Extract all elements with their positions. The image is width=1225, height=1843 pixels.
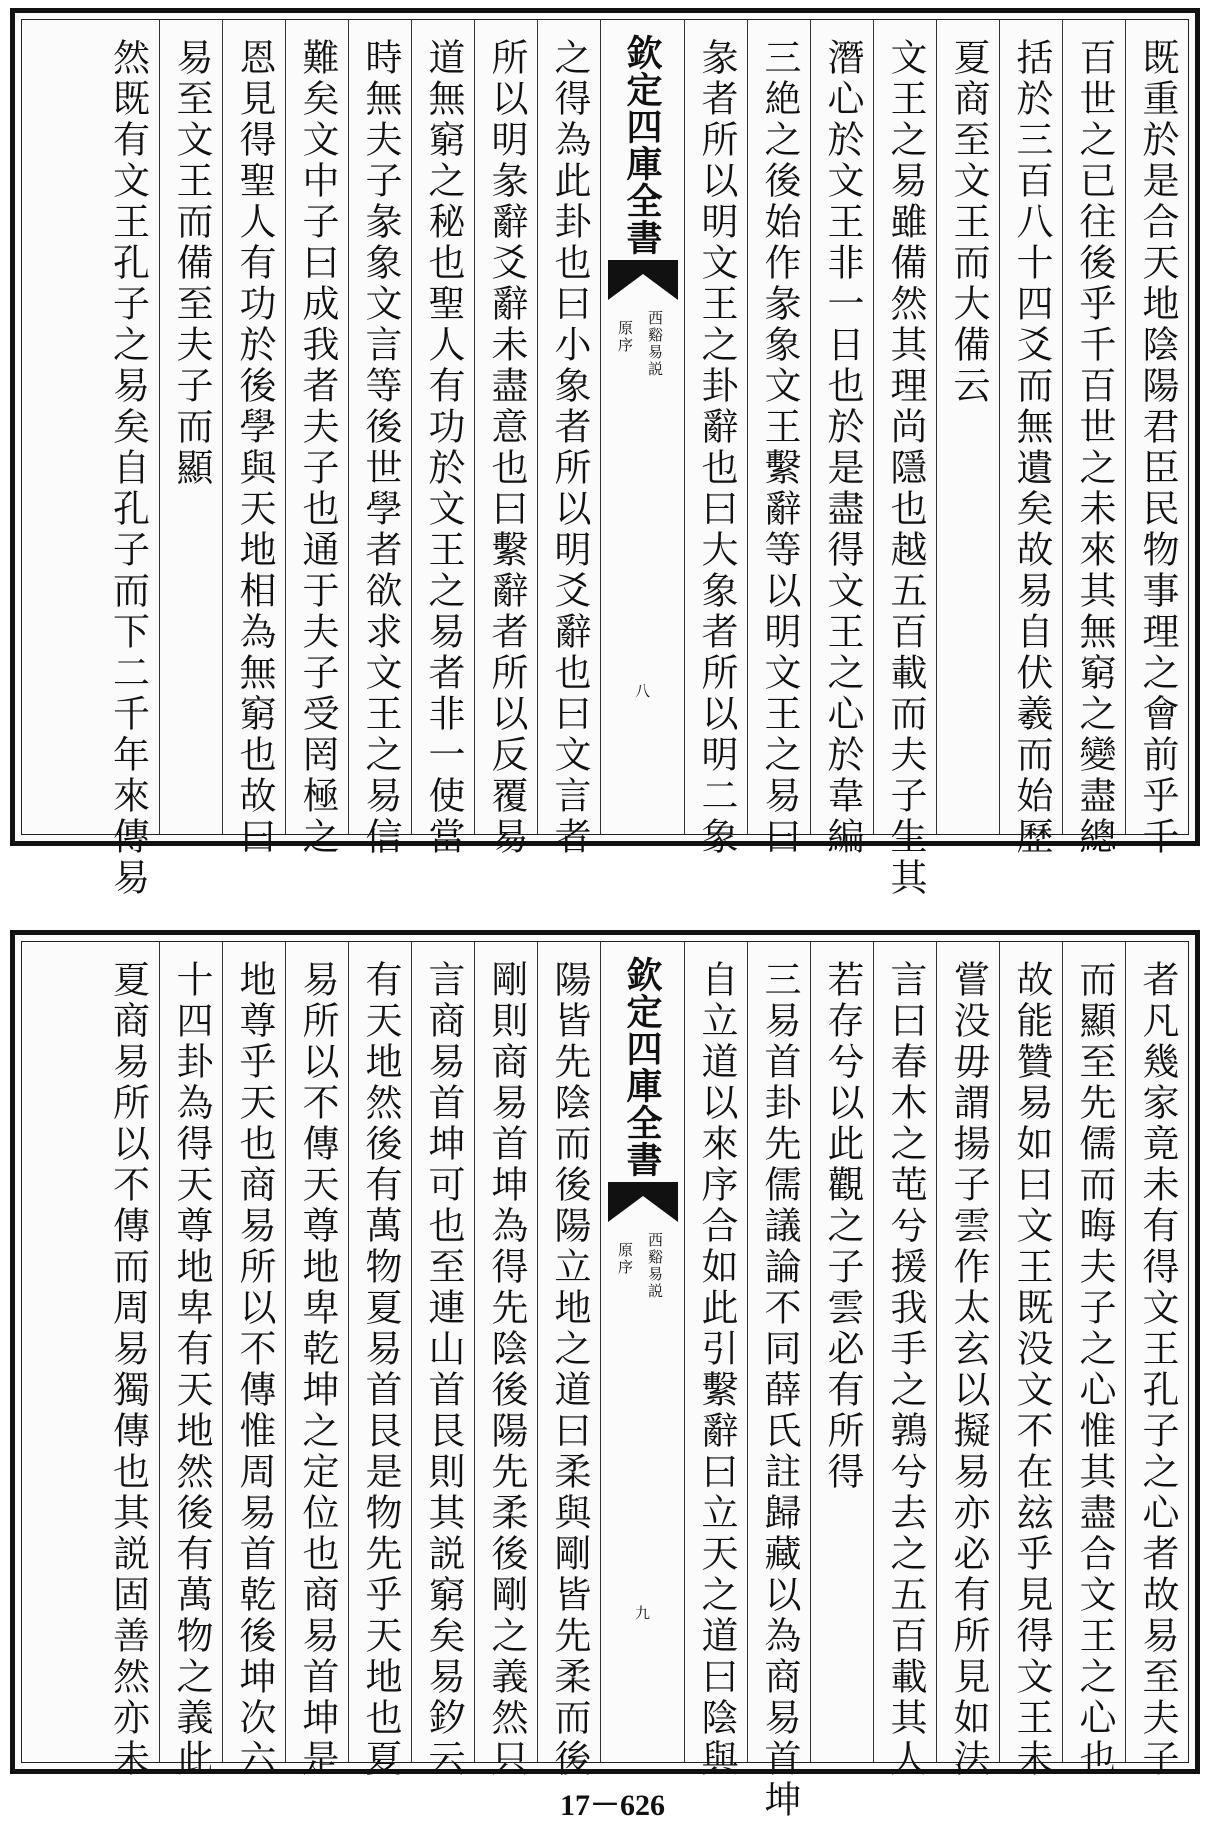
text-column: 彖者所以明文王之卦辭也曰大象者所以明二象 (684, 20, 747, 834)
fish-tail-mark-icon (608, 260, 678, 300)
margin-title: 欽定四庫全書 (621, 956, 663, 1178)
upper-page (10, 8, 1200, 899)
text-column: 既重於是合天地陰陽君臣民物事理之會前乎千 (1125, 20, 1188, 834)
text-column: 三絶之後始作彖象文王繫辭等以明文王之易曰 (747, 20, 810, 834)
text-column: 三易首卦先儒議論不同薛氏註歸藏以為商易首坤 (747, 942, 810, 1762)
section-label: 原序 (616, 1242, 634, 1276)
text-column: 自立道以來序合如此引繫辭曰立天之道曰陰與 (684, 942, 747, 1762)
text-column: 恩見得聖人有功於後學與天地相為無窮也故曰 (222, 20, 285, 834)
text-column: 若存兮以此觀之子雲必有所得 (810, 942, 873, 1762)
text-column: 之得為此卦也曰小象者所以明爻辭也曰文言者 (537, 20, 600, 834)
text-column: 百世之已往後乎千百世之未來其無窮之變盡總 (1062, 20, 1125, 834)
text-column: 易至文王而備至夫子而顯 (159, 20, 222, 834)
text-column: 十四卦為得天尊地卑有天地然後有萬物之義此 (159, 942, 222, 1762)
text-column: 易所以不傳天尊地卑乾坤之定位也商易首坤是 (285, 942, 348, 1762)
book-title: 西谿易説 (646, 310, 664, 378)
text-column: 言商易首坤可也至連山首艮則其説窮矣易釸云 (411, 942, 474, 1762)
center-margin (600, 942, 684, 1762)
page-number: 八 (634, 682, 651, 700)
upper-page-grid (21, 19, 1189, 899)
text-column: 難矣文中子曰成我者夫子也通于夫子受罔極之 (285, 20, 348, 834)
text-column: 然既有文王孔子之易矣自孔子而下二千年來傳易 (106, 38, 150, 899)
center-margin (600, 20, 684, 834)
text-column: 剛則商易首坤為得先陰後陽先柔後剛之義然只 (474, 942, 537, 1762)
text-column: 道無窮之秘也聖人有功於文王之易者非一使當 (411, 20, 474, 834)
volume-page-label: 17－626 (560, 1789, 665, 1822)
section-label: 原序 (616, 320, 634, 354)
text-column: 括於三百八十四爻而無遺矣故易自伏羲而始歷 (999, 20, 1062, 834)
text-column: 嘗没毋謂揚子雲作太玄以擬易亦必有所見如法 (936, 942, 999, 1762)
fish-tail-mark-icon (608, 1182, 678, 1222)
book-title: 西谿易説 (646, 1232, 664, 1300)
text-column: 有天地然後有萬物夏易首艮是物先乎天地也夏 (348, 942, 411, 1762)
text-column: 故能贊易如曰文王既没文不在玆乎見得文王未 (999, 942, 1062, 1762)
text-column: 所以明彖辭爻辭未盡意也曰繫辭者所以反覆易 (474, 20, 537, 834)
text-column: 而顯至先儒而晦夫子之心惟其盡合文王之心也 (1062, 942, 1125, 1762)
text-column: 時無夫子彖象文言等後世學者欲求文王之易信 (348, 20, 411, 834)
text-column: 夏商易所以不傳而周易獨傳也其説固善然亦未 (106, 960, 150, 1780)
text-column: 文王之易雖備然其理尚隱也越五百載而夫子生其 (873, 20, 936, 834)
text-column: 地尊乎天也商易所以不傳惟周易首乾後坤次六 (222, 942, 285, 1762)
text-column: 陽皆先陰而後陽立地之道曰柔與剛皆先柔而後 (537, 942, 600, 1762)
text-column: 言曰春木之芚兮援我手之鶉兮去之五百載其人 (873, 942, 936, 1762)
text-column: 夏商至文王而大備云 (936, 20, 999, 834)
text-column: 者凡幾家竟未有得文王孔子之心者故易至夫子 (1125, 942, 1188, 1762)
text-column: 潛心於文王非一日也於是盡得文王之心於韋編 (810, 20, 873, 834)
margin-title: 欽定四庫全書 (621, 34, 663, 256)
page-number: 九 (634, 1604, 651, 1622)
